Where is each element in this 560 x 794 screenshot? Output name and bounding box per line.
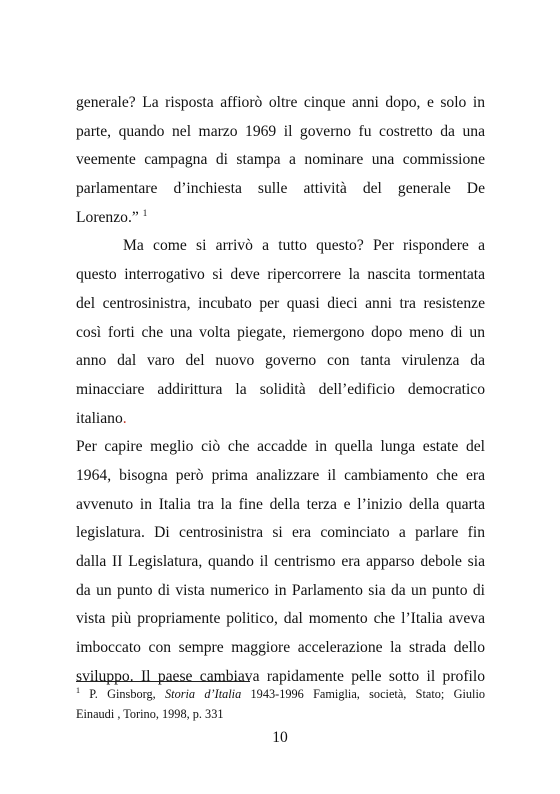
footnote-details: 1943-1996 Famiglia, società, Stato; Giulio bbox=[250, 687, 486, 701]
body-line: del centrosinistra, incubato per quasi dieci anni tra resistenze bbox=[76, 294, 485, 312]
body-line: dalla II Legislatura, quando il centrismo era apparso debole sia bbox=[76, 553, 485, 570]
footnote-author: P. Ginsborg, bbox=[89, 687, 156, 701]
paragraph-first-line: Per capire meglio ciò che accadde in quella lunga estate del bbox=[76, 438, 485, 456]
footnote-divider bbox=[76, 681, 250, 682]
body-line bbox=[76, 204, 485, 233]
body-line: così forti che una volta piegate, riemergono dopo meno di un bbox=[76, 323, 485, 341]
body-line: avvenuto in Italia tra la fine della terza e l’inizio della quarta bbox=[76, 495, 485, 513]
footnote-line bbox=[76, 685, 485, 705]
body-line bbox=[76, 405, 485, 434]
body-line: questo interrogativo si deve ripercorrere la nascita tormentata bbox=[76, 266, 485, 284]
body-line: veemente campagna di stampa a nominare una commissione bbox=[76, 151, 485, 169]
body-line: generale? La risposta affiorò oltre cinque anni dopo, e solo in bbox=[76, 94, 485, 111]
body-line: legislatura. Di centrosinistra si era cominciato a parlare fin bbox=[76, 524, 485, 542]
footnote-title: Storia d’Italia bbox=[165, 687, 242, 701]
body-line: anno dal varo del nuovo governo con tanta virulenza da bbox=[76, 352, 485, 370]
body-line: 1964, bisogna però prima analizzare il cambiamento che era bbox=[76, 466, 485, 484]
body-line: parlamentare d’inchiesta sulle attività del generale De bbox=[76, 180, 485, 198]
body-line: sviluppo. Il paese cambiava rapidamente pelle sotto il profilo bbox=[76, 667, 485, 685]
footnote-reference: 1 bbox=[142, 207, 148, 218]
body-line: imboccato con sempre maggiore accelerazione la strada dello bbox=[76, 639, 485, 657]
body-line: da un punto di vista numerico in Parlamento sia da un punto di bbox=[76, 581, 485, 599]
body-line-text: italiano bbox=[76, 409, 123, 427]
body-line-text: Lorenzo.” bbox=[76, 208, 139, 226]
footnote-mark: 1 bbox=[76, 686, 80, 695]
paragraph-first-line: Ma come si arrivò a tutto questo? Per rispondere a bbox=[123, 237, 485, 255]
body-line: parte, quando nel marzo 1969 il governo fu costretto da una bbox=[76, 122, 485, 140]
footnote-line: Einaudi , Torino, 1998, p. 331 bbox=[76, 707, 224, 721]
page-number: 10 bbox=[272, 729, 288, 746]
body-line: minacciare addirittura la solidità dell’edificio democratico bbox=[76, 380, 485, 398]
footnote bbox=[76, 685, 485, 723]
body-text bbox=[76, 89, 485, 691]
body-line: vista più propriamente politico, dal momento che l’Italia aveva bbox=[76, 610, 485, 628]
red-period: . bbox=[122, 409, 127, 427]
